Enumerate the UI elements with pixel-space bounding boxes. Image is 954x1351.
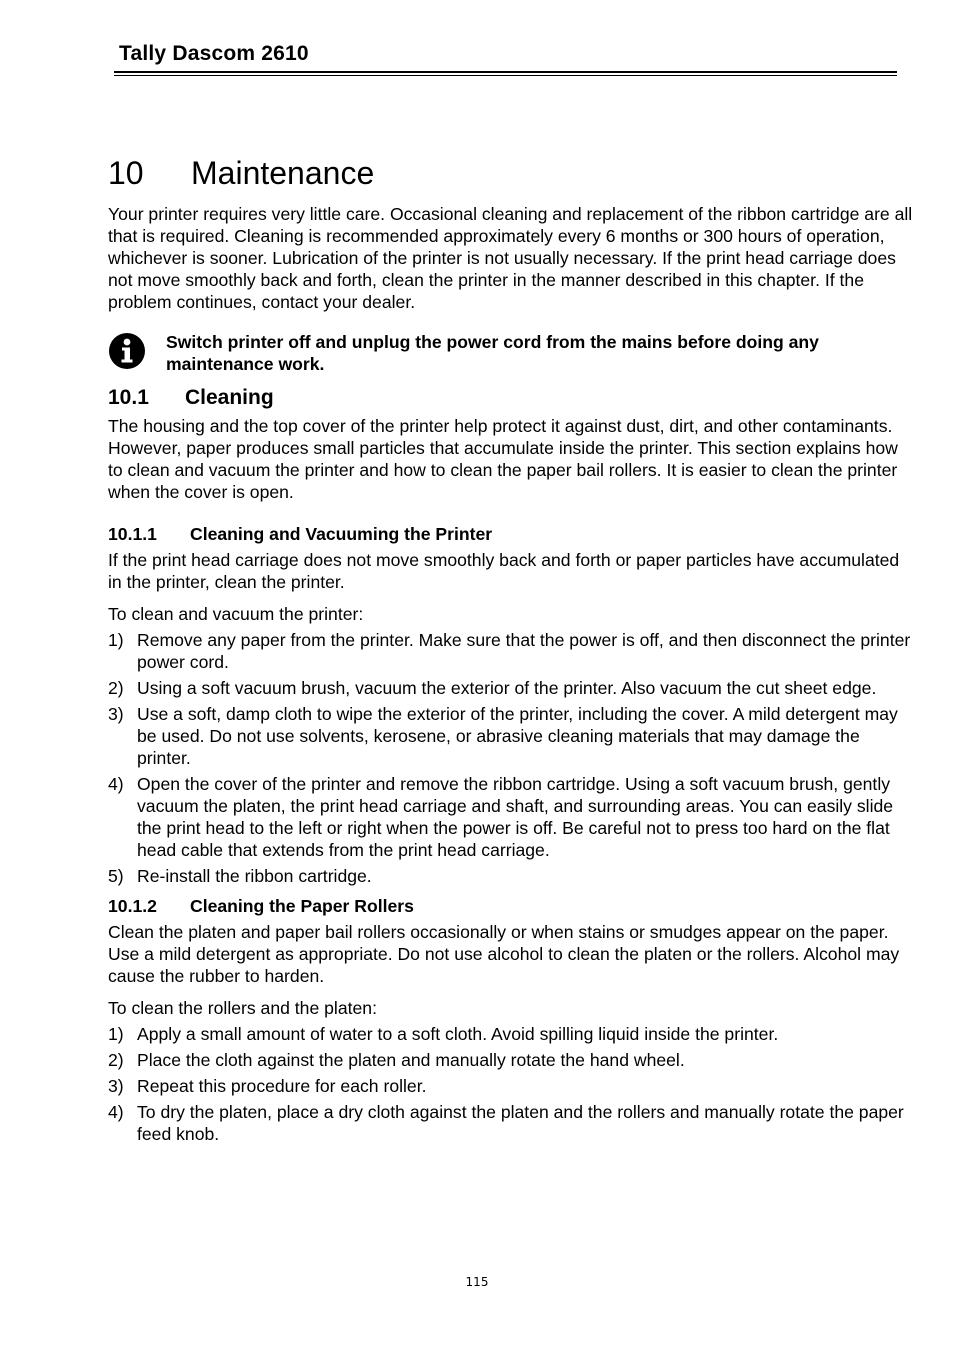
step-number: 1) [108, 1024, 124, 1044]
section-number: 10.1 [108, 386, 149, 409]
list-item [108, 1075, 913, 1097]
list-item [108, 1023, 913, 1045]
step-text: Re-install the ribbon cartridge. [137, 866, 372, 886]
chapter-intro: Your printer requires very little care. Occasional cleaning and replacement of the ribbon cartridge are all that is required. Cleaning is recommended approximately every 6 months or 300 hours of operation, whichever is sooner. Lubrication of the printer is not usually necessary. If the print head carriage does not move smoothly back and forth, clean the printer in the manner described in this chapter. If the problem continues, contact your dealer. [108, 204, 913, 312]
safety-note [108, 331, 913, 375]
page-number: 115 [465, 1275, 489, 1289]
steps-lead: To clean the rollers and the platen: [108, 998, 377, 1018]
list-item [108, 1101, 913, 1145]
step-number: 2) [108, 678, 124, 698]
step-text: Open the cover of the printer and remove the ribbon cartridge. Using a soft vacuum brush, gently vacuum the platen, the print head carriage and shaft, and surrounding areas. You can easily slide the print head to the left or right when the power is off. Be careful not to press too hard on the flat head cable that extends from the print head carriage. [137, 774, 894, 860]
page-content [108, 153, 913, 1149]
header-rule [114, 71, 897, 73]
step-number: 1) [108, 630, 124, 650]
subsection-number: 10.1.2 [108, 896, 157, 916]
steps-lead: To clean and vacuum the printer: [108, 604, 364, 624]
step-number: 2) [108, 1050, 124, 1070]
list-item [108, 677, 913, 699]
info-icon [108, 331, 166, 375]
chapter-heading [108, 153, 913, 193]
subsection-number: 10.1.1 [108, 524, 157, 544]
step-text: Place the cloth against the platen and manually rotate the hand wheel. [137, 1050, 685, 1070]
step-text: Apply a small amount of water to a soft cloth. Avoid spilling liquid inside the printer. [137, 1024, 779, 1044]
step-number: 3) [108, 1076, 124, 1096]
step-text: To dry the platen, place a dry cloth against the platen and the rollers and manually rotate the paper feed knob. [137, 1102, 904, 1144]
list-item [108, 773, 913, 861]
chapter-number: 10 [108, 155, 144, 191]
list-item [108, 629, 913, 673]
step-number: 4) [108, 1102, 124, 1122]
section-body: The housing and the top cover of the printer help protect it against dust, dirt, and other contaminants. However, paper produces small particles that accumulate inside the printer. This section explains how to clean and vacuum the printer and how to clean the paper bail rollers. It is easier to clean the printer when the cover is open. [108, 416, 898, 502]
step-number: 4) [108, 774, 124, 794]
safety-note-text: Switch printer off and unplug the power cord from the mains before doing any maintenance work. [166, 332, 819, 374]
step-number: 5) [108, 866, 124, 886]
section-heading [108, 385, 913, 411]
step-text: Using a soft vacuum brush, vacuum the exterior of the printer. Also vacuum the cut sheet edge. [137, 678, 877, 698]
header-rule-thin [114, 75, 897, 76]
chapter-title: Maintenance [191, 155, 375, 191]
steps-list [108, 629, 913, 887]
steps-list [108, 1023, 913, 1145]
step-text: Use a soft, damp cloth to wipe the exterior of the printer, including the cover. A mild detergent may be used. Do not use solvents, kerosene, or abrasive cleaning materials that may damage the printer. [137, 704, 898, 768]
subsection-body: If the print head carriage does not move smoothly back and forth or paper particles have accumulated in the printer, clean the printer. [108, 550, 900, 592]
section-title: Cleaning [185, 386, 274, 409]
subsection-title: Cleaning the Paper Rollers [190, 896, 414, 916]
running-header-title: Tally Dascom 2610 [119, 42, 309, 65]
step-text: Repeat this procedure for each roller. [137, 1076, 427, 1096]
subsection-body: Clean the platen and paper bail rollers occasionally or when stains or smudges appear on the paper. Use a mild detergent as appropriate. Do not use alcohol to clean the platen or the rollers. Alcohol may cause the rubber to harden. [108, 922, 900, 986]
list-item [108, 865, 913, 887]
step-number: 3) [108, 704, 124, 724]
step-text: Remove any paper from the printer. Make sure that the power is off, and then disconnect the printer power cord. [137, 630, 911, 672]
subsection-heading [108, 895, 913, 917]
list-item [108, 703, 913, 769]
subsection-title: Cleaning and Vacuuming the Printer [190, 524, 493, 544]
subsection-heading [108, 523, 913, 545]
list-item [108, 1049, 913, 1071]
